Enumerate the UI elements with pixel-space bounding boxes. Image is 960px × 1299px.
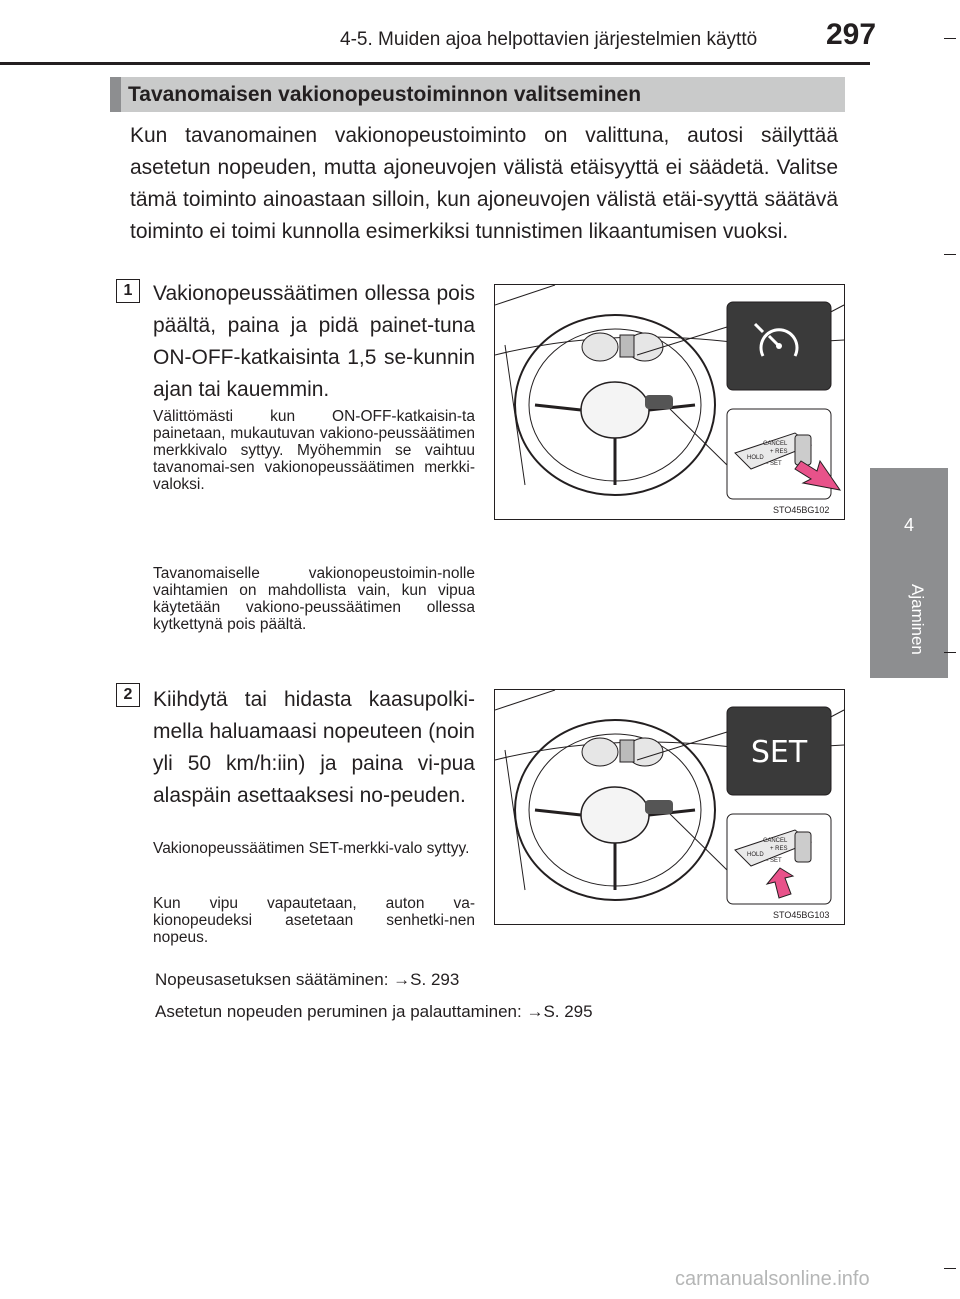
edge-tick [944,254,956,255]
steering-wheel-illustration [495,285,844,519]
lever-label-hold: HOLD [747,852,764,858]
section-title: Tavanomaisen vakionopeustoiminnon valitseminen [128,83,642,106]
step-2-text: Kiihdytä tai hidasta kaasupolki-mella haluamaasi nopeuteen (noin yli 50 km/h:iin) ja paina vi-pua alaspäin asettaaksesi no-peuden. [153,688,475,807]
figure-step-2 [494,689,845,925]
lever-label-set: – SET [765,858,782,864]
page-number: 297 [826,18,877,51]
reference-label: Nopeusasetuksen säätäminen: [155,970,394,989]
figure-code: STO45BG102 [773,505,830,515]
step-2-note-1: Vakionopeussäätimen SET-merkki-valo syttyy. [153,840,470,857]
reference-speed-adjust [155,970,459,990]
step-2-note-2: Kun vipu vapautetaan, auton va-kionopeudeksi asetetaan senhetki-nen nopeus. [153,895,475,946]
intro-paragraph: Kun tavanomainen vakionopeustoiminto on valittuna, autosi säilyttää asetetun nopeuden, mutta ajoneuvojen välistä etäisyyttä ei säädetä. Valitse tämä toiminto ainoastaan silloin, kun ajoneuvojen välistä etäi-syyttä säätävä toiminto ei toimi kunnolla esimerkiksi tunnistimen likaantumisen vuoksi. [130,124,838,243]
step-number-1: 1 [116,279,140,303]
lever-label-res: + RES [770,846,788,852]
arrow-right-icon: → [393,970,411,989]
lever-label-res: + RES [770,449,788,455]
figure-code: STO45BG103 [773,910,830,920]
reference-link[interactable]: S. 293 [410,970,460,989]
step-1-note-1: Välittömästi kun ON-OFF-katkaisin-ta painetaan, mukautuvan vakiono-peussäätimen merkkivalo syttyy. Myöhemmin se vaihtuu tavanomai-sen vakionopeussäätimen merkki-valoksi. [153,408,475,493]
step-1-note-2: Tavanomaiselle vakionopeustoimin-nolle vaihtamien on mahdollista vain, kun vipua käytetään vakiono-peussäätimen ollessa kytkettynä pois päältä. [153,565,475,633]
chapter-tab-number: 4 [903,515,914,535]
watermark: carmanualsonline.info [675,1268,870,1290]
reference-link[interactable]: S. 295 [543,1002,593,1021]
reference-label: Asetetun nopeuden peruminen ja palauttaminen: [155,1002,527,1021]
edge-tick [944,1268,956,1269]
lever-label-hold: HOLD [747,455,764,461]
reference-cancel-resume [155,1002,593,1022]
edge-tick [944,38,956,39]
lever-label-cancel: CANCEL [763,441,788,447]
lever-label-set: – SET [765,461,782,467]
chapter-tab-label: Ajaminen [908,584,927,655]
figure-step-1 [494,284,845,520]
set-indicator-text: SET [750,735,808,770]
header-rule [0,62,870,65]
edge-tick [944,652,956,653]
lever-label-cancel: CANCEL [763,838,788,844]
step-number-2: 2 [116,683,140,707]
arrow-right-icon: → [526,1002,544,1021]
steering-wheel-illustration [495,690,844,924]
step-1-text: Vakionopeussäätimen ollessa pois päältä, paina ja pidä painet-tuna ON-OFF-katkaisinta 1,5 se-kunnin ajan tai kauemmin. [153,282,475,401]
running-header: 4-5. Muiden ajoa helpottavien järjestelmien käyttö [340,29,758,50]
